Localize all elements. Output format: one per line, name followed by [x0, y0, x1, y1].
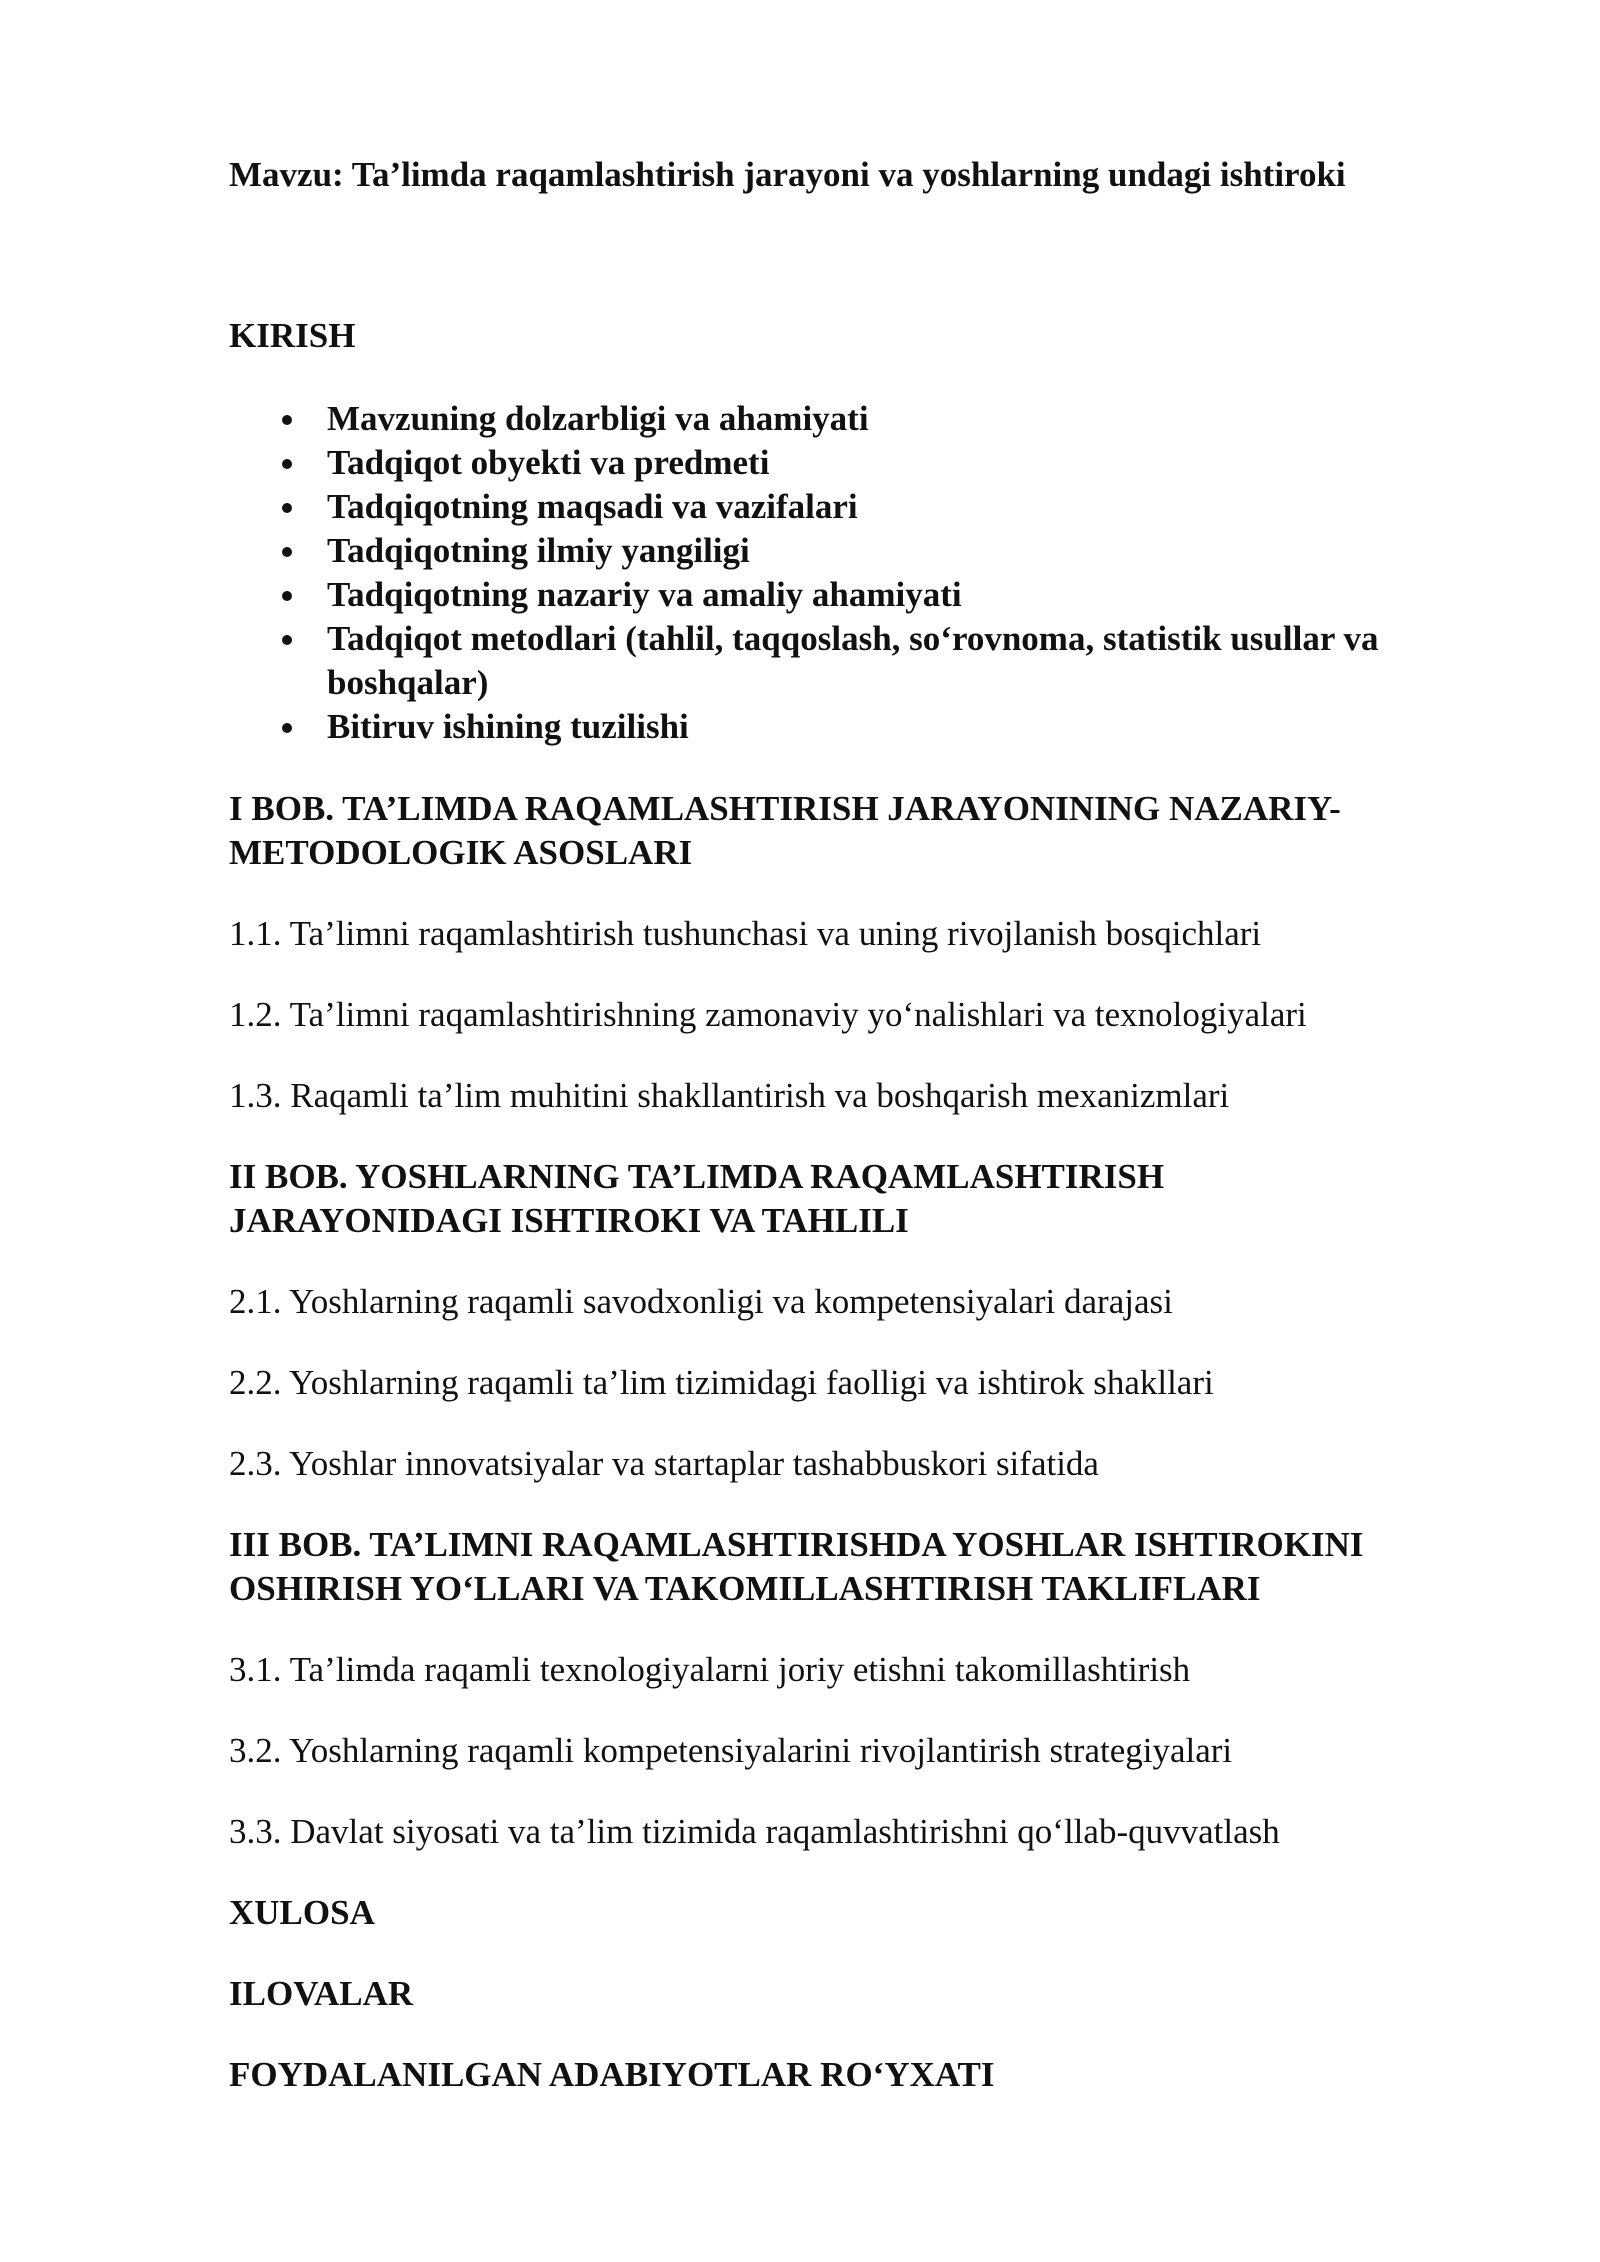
intro-item-label: Tadqiqot metodlari (tahlil, taqqoslash, so‘rovnoma, statistik usullar va [327, 619, 1379, 658]
section-1-1: 1.1. Ta’limni raqamlashtirish tushunchasi va uning rivojlanish bosqichlari [229, 914, 1262, 953]
chapter-1-title: I BOB. TA’LIMDA RAQAMLASHTIRISH JARAYONINING NAZARIY- [229, 789, 1341, 828]
chapter-2-title-continuation: JARAYONIDAGI ISHTIROKI VA TAHLILI [229, 1201, 909, 1240]
conclusion-heading: XULOSA [229, 1893, 375, 1932]
intro-heading: KIRISH [229, 316, 356, 355]
topic-title: Mavzu: Ta’limda raqamlashtirish jarayoni va yoshlarning undagi ishtiroki [229, 155, 1346, 194]
section-1-3: 1.3. Raqamli ta’lim muhitini shakllantirish va boshqarish mexanizmlari [229, 1076, 1230, 1115]
section-2-2: 2.2. Yoshlarning raqamli ta’lim tizimidagi faolligi va ishtirok shakllari [229, 1363, 1214, 1402]
intro-item-label: Tadqiqotning ilmiy yangiligi [327, 531, 750, 570]
bullet-icon [282, 591, 292, 601]
section-3-1: 3.1. Ta’limda raqamli texnologiyalarni joriy etishni takomillashtirish [229, 1650, 1191, 1689]
bullet-icon [282, 547, 292, 557]
section-3-2: 3.2. Yoshlarning raqamli kompetensiyalarini rivojlantirish strategiyalari [229, 1731, 1233, 1770]
bullet-icon [282, 459, 292, 469]
intro-item-label-continuation: boshqalar) [327, 663, 489, 702]
appendices-heading: ILOVALAR [229, 1974, 414, 2013]
intro-item-label: Tadqiqot obyekti va predmeti [327, 443, 770, 482]
chapter-2-title: II BOB. YOSHLARNING TA’LIMDA RAQAMLASHTIRISH [229, 1157, 1165, 1196]
intro-item-label: Mavzuning dolzarbligi va ahamiyati [327, 399, 869, 438]
references-heading: FOYDALANILGAN ADABIYOTLAR RO‘YXATI [229, 2055, 995, 2094]
section-1-2: 1.2. Ta’limni raqamlashtirishning zamonaviy yo‘nalishlari va texnologiyalari [229, 995, 1307, 1034]
chapter-3-title: III BOB. TA’LIMNI RAQAMLASHTIRISHDA YOSHLAR ISHTIROKINI [229, 1525, 1364, 1564]
bullet-icon [282, 635, 292, 645]
intro-item-label: Bitiruv ishining tuzilishi [327, 707, 689, 746]
intro-item-label: Tadqiqotning maqsadi va vazifalari [327, 487, 858, 526]
chapter-1-title-continuation: METODOLOGIK ASOSLARI [229, 833, 693, 872]
section-2-3: 2.3. Yoshlar innovatsiyalar va startaplar tashabbuskori sifatida [229, 1444, 1099, 1483]
intro-item-label: Tadqiqotning nazariy va amaliy ahamiyati [327, 575, 962, 614]
section-3-3: 3.3. Davlat siyosati va ta’lim tizimida raqamlashtirishni qo‘llab-quvvatlash [229, 1812, 1280, 1851]
bullet-icon [282, 503, 292, 513]
chapter-3-title-continuation: OSHIRISH YO‘LLARI VA TAKOMILLASHTIRISH TAKLIFLARI [229, 1569, 1261, 1608]
bullet-icon [282, 723, 292, 733]
section-2-1: 2.1. Yoshlarning raqamli savodxonligi va kompetensiyalari darajasi [229, 1282, 1173, 1321]
bullet-icon [282, 415, 292, 425]
